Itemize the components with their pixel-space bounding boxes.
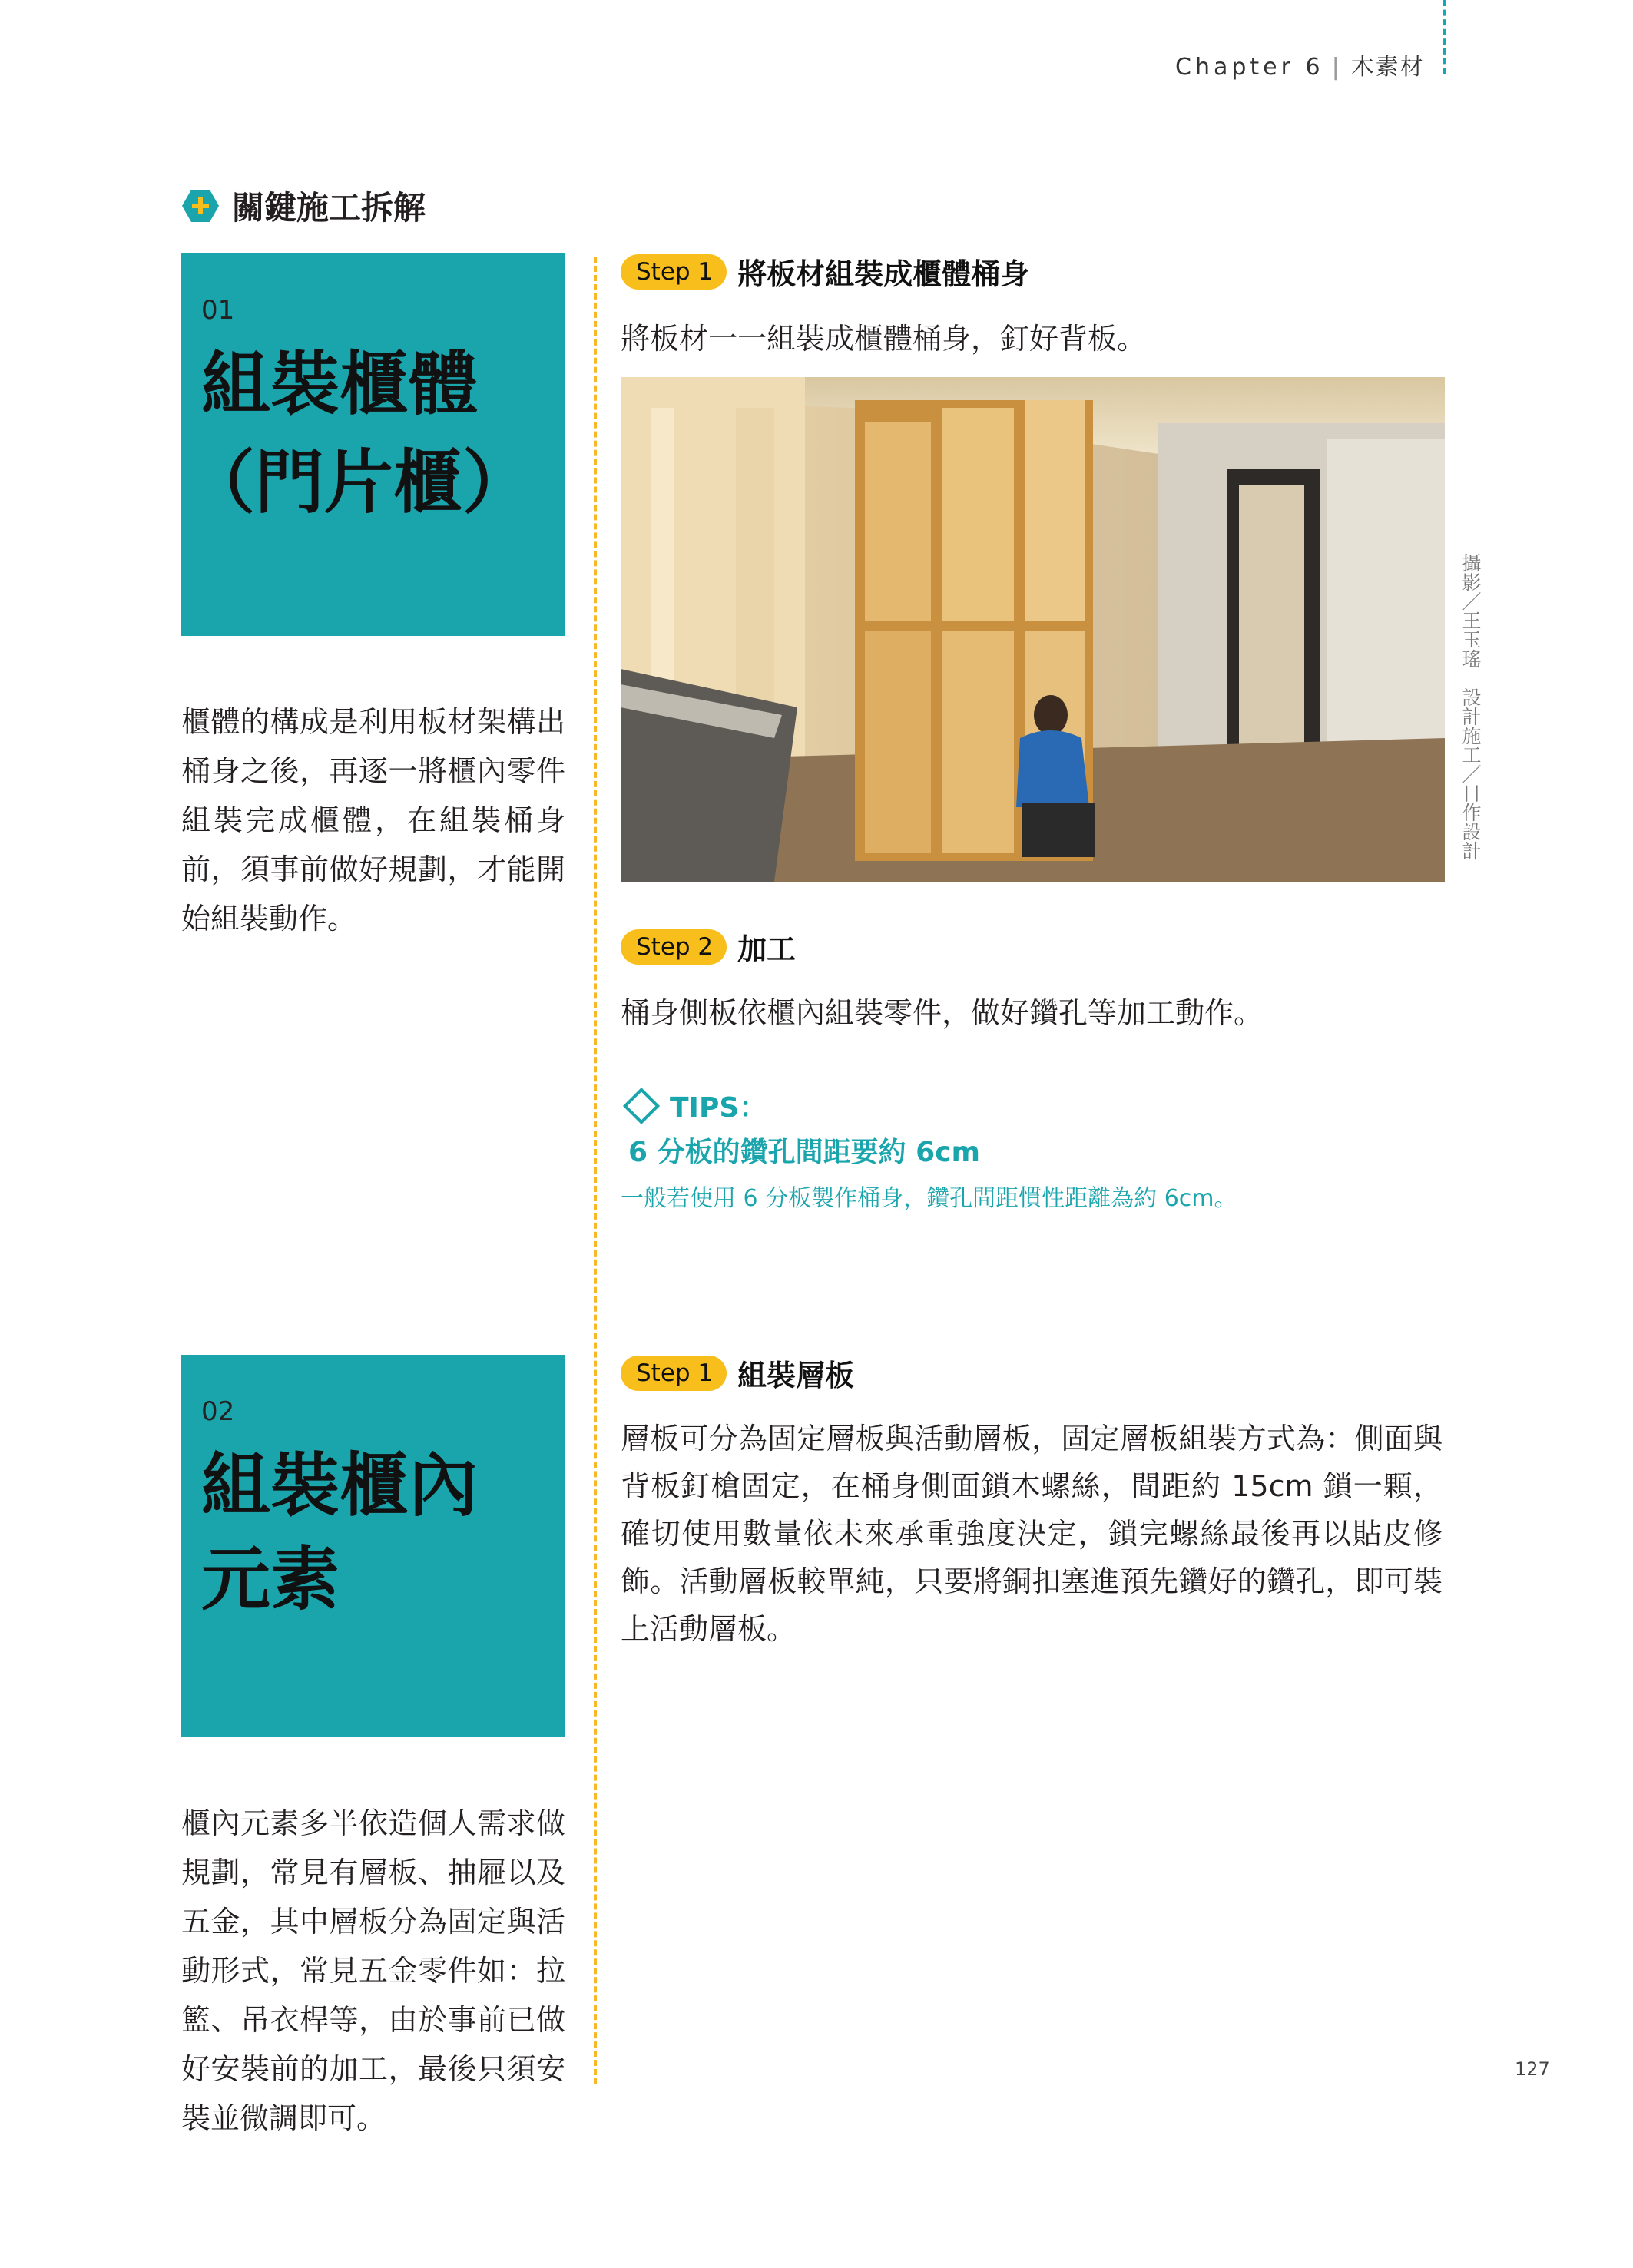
step-body: 將板材一一組裝成櫃體桶身，釘好背板。: [621, 322, 1147, 356]
step-badge: Step 1: [621, 254, 727, 290]
step-header: [621, 925, 796, 968]
block-02: [181, 1355, 565, 1737]
tips-label: TIPS：: [670, 1092, 767, 1124]
block-01: [181, 253, 565, 636]
tips-body: 一般若使用 6 分板製作桶身，鑽孔間距慣性距離為約 6cm。: [621, 1185, 1237, 1212]
block-title-line2: （門片櫃）: [186, 442, 532, 523]
chapter-label: Chapter 6: [1175, 54, 1324, 81]
block-number: 01: [201, 295, 235, 326]
block-01-description: 櫃體的構成是利用板材架構出桶身之後，再逐一將櫃內零件組裝完成櫃體，在組裝桶身前，須事前做好規劃，才能開始組裝動作。: [181, 705, 565, 935]
column-divider: [594, 257, 597, 2084]
block-title-line2: 元素: [201, 1539, 340, 1620]
step-title: 將板材組裝成櫃體桶身: [737, 257, 1030, 291]
photo-credit: 攝影／王玉瑤 設計施工／日作設計: [1459, 553, 1482, 860]
step-badge: Step 1: [621, 1356, 727, 1391]
chapter-section: 木素材: [1350, 54, 1425, 81]
section-heading: [181, 183, 426, 229]
plus-hexagon-icon: [181, 188, 220, 223]
block-title-line1: 組裝櫃體: [201, 344, 478, 425]
step-body: 桶身側板依櫃內組裝零件，做好鑽孔等加工動作。: [621, 996, 1264, 1030]
step-header: [621, 1352, 854, 1394]
block-number: 02: [201, 1396, 235, 1427]
tips-subtitle: 6 分板的鑽孔間距要約 6cm: [628, 1137, 981, 1168]
step-badge: Step 2: [621, 929, 727, 965]
block-02-description: 櫃內元素多半依造個人需求做規劃，常見有層板、抽屜以及五金，其中層板分為固定與活動形式，常見五金零件如：拉籃、吊衣桿等，由於事前已做好安裝前的加工，最後只須安裝並微調即可。: [181, 1806, 565, 2135]
running-header: Chapter 6 | 木素材: [1175, 54, 1425, 81]
step-title: 組裝層板: [737, 1359, 855, 1392]
step-title: 加工: [737, 932, 797, 966]
header-dash-decoration: [1443, 0, 1446, 74]
construction-photo: [621, 377, 1445, 882]
block-title-line1: 組裝櫃內: [201, 1445, 478, 1526]
step-header: [621, 250, 1029, 293]
section-title: 關鍵施工拆解: [232, 189, 426, 227]
step-body: 層板可分為固定層板與活動層板，固定層板組裝方式為：側面與背板釘槍固定，在桶身側面鎖木螺絲，間距約 15cm 鎖一顆，確切使用數量依未來承重強度決定，鎖完螺絲最後再以貼皮修飾。活動層板較單純，只要將銅扣塞進預先鑽好的鑽孔，即可裝上活動層板。: [621, 1422, 1443, 1646]
tips-heading: [621, 1086, 767, 1125]
diamond-icon: [623, 1087, 660, 1124]
page-number: 127: [1515, 2058, 1550, 2080]
